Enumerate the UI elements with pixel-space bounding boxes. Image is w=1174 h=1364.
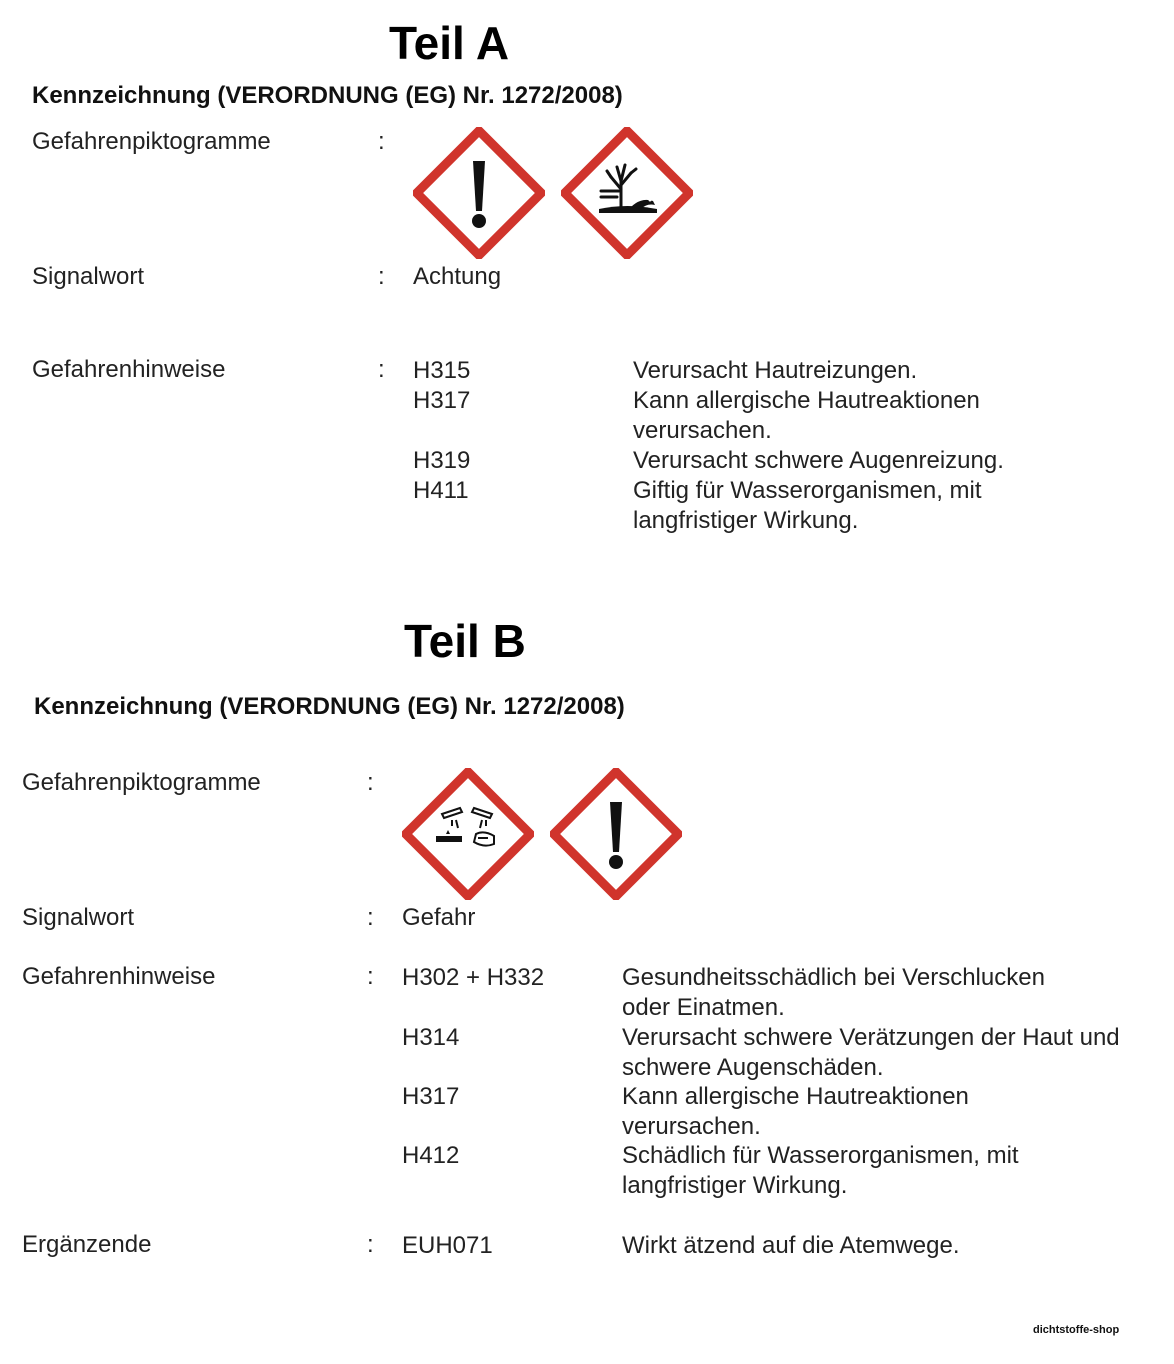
hazard-text: Verursacht Hautreizungen. xyxy=(633,357,918,384)
hazard-code: H411 xyxy=(413,477,469,504)
part-b-hazards-label: Gefahrenhinweise xyxy=(22,963,216,990)
part-a-title: Teil A xyxy=(389,17,510,69)
environment-pictogram-icon xyxy=(561,127,693,259)
part-b-pictograms-label: Gefahrenpiktogramme xyxy=(22,769,261,796)
supplementary-code: EUH071 xyxy=(402,1232,493,1259)
corrosion-pictogram-icon xyxy=(402,768,534,900)
hazard-code: H317 xyxy=(413,387,471,414)
part-b-signal-label: Signalwort xyxy=(22,904,135,931)
hazard-text: Kann allergische Hautreaktionen verursachen. xyxy=(622,1083,969,1140)
hazard-text: Verursacht schwere Verätzungen der Haut und schwere Augenschäden. xyxy=(622,1024,1120,1081)
part-a-heading: Kennzeichnung (VERORDNUNG (EG) Nr. 1272/2008) xyxy=(32,82,623,109)
colon: : xyxy=(378,356,385,383)
colon: : xyxy=(367,904,374,931)
hazard-code: H315 xyxy=(413,357,471,384)
footer-watermark: dichtstoffe-shop xyxy=(1033,1324,1120,1336)
hazard-text: Schädlich für Wasserorganismen, mit langfristiger Wirkung. xyxy=(622,1142,1019,1199)
hazard-code: H302 + H332 xyxy=(402,964,545,991)
colon: : xyxy=(367,1231,374,1258)
part-b-heading: Kennzeichnung (VERORDNUNG (EG) Nr. 1272/2008) xyxy=(34,693,625,720)
supplementary-text: Wirkt ätzend auf die Atemwege. xyxy=(622,1232,960,1259)
hazard-text: Kann allergische Hautreaktionen verursachen. xyxy=(633,387,980,444)
hazard-text: Verursacht schwere Augenreizung. xyxy=(633,447,1004,474)
hazard-code: H412 xyxy=(402,1142,460,1169)
hazard-code: H319 xyxy=(413,447,471,474)
part-b-supplementary-label: Ergänzende xyxy=(22,1231,152,1258)
part-a-signal-value: Achtung xyxy=(413,263,502,290)
part-b-title: Teil B xyxy=(404,615,526,667)
exclamation-mark-pictogram-icon xyxy=(550,768,682,900)
colon: : xyxy=(378,128,385,155)
colon: : xyxy=(367,963,374,990)
part-a-hazards-label: Gefahrenhinweise xyxy=(32,356,226,383)
hazard-text: Gesundheitsschädlich bei Verschlucken oder Einatmen. xyxy=(622,964,1045,1021)
part-b-signal-value: Gefahr xyxy=(402,904,476,931)
part-a-pictograms-label: Gefahrenpiktogramme xyxy=(32,128,271,155)
colon: : xyxy=(378,263,385,290)
colon: : xyxy=(367,769,374,796)
hazard-text: Giftig für Wasserorganismen, mit langfristiger Wirkung. xyxy=(633,477,982,534)
part-a-signal-label: Signalwort xyxy=(32,263,145,290)
exclamation-mark-pictogram-icon xyxy=(413,127,545,259)
hazard-code: H314 xyxy=(402,1024,460,1051)
hazard-code: H317 xyxy=(402,1083,460,1110)
